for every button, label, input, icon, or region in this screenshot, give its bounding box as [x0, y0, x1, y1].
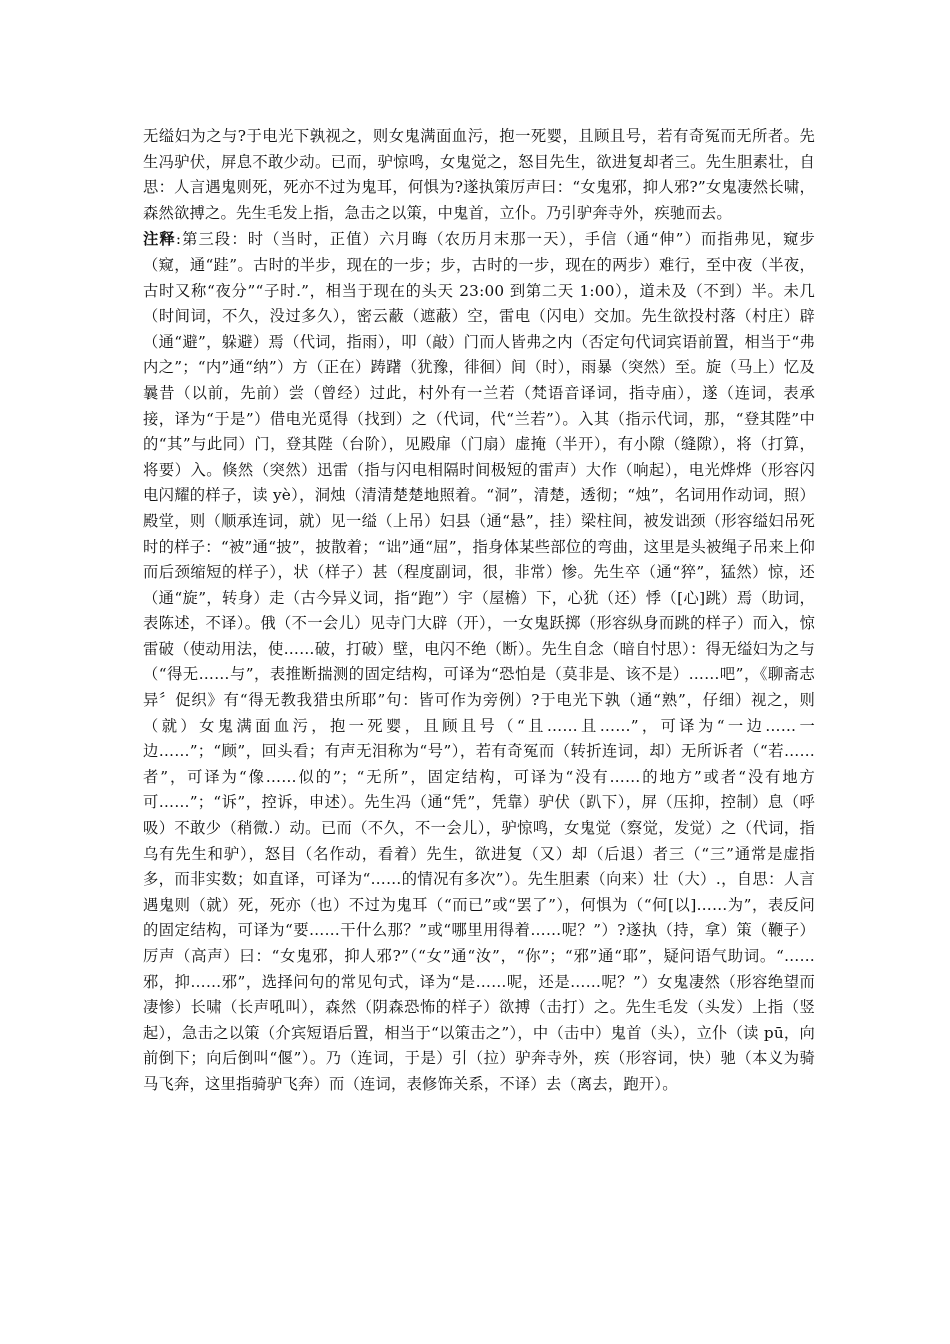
document-page	[143, 124, 815, 1098]
notes-text: :第三段：时（当时，正值）六月晦（农历月末那一天），手信（通“伸”）而指弗见，窥步（窥，通“跬”。古时的半步，现在的一步；步，古时的一步，现在的两步）难行，至中夜（半夜，古时又称“夜分”“子时.”，相当于现在的头天 23:00 到第二天 1:00），道未及（不到）半。未几（时间词，不久，没过多久），密云蔽（遮蔽）空，雷电（闪电）交加。先生欲投村落（村庄）辟（通“避”，躲避）焉（代词，指雨），叩（敲）门而人皆弗之内（否定句代词宾语前置，相当于“弗内之”；“内”通“纳”）方（正在）踌躇（犹豫，徘徊）间（时），雨暴（突然）至。旋（马上）忆及曩昔（以前，先前）尝（曾经）过此，村外有一兰若（梵语音译词，指寺庙），遂（连词，表承接，译为“于是”）借电光觅得（找到）之（代词，代“兰若”）。入其（指示代词，那，“登其陛”中的“其”与此同）门，登其陛（台阶），见殿扉（门扇）虚掩（半开），有小隙（缝隙），将（打算，将要）入。倏然（突然）迅雷（指与闪电相隔时间极短的雷声）大作（响起），电光烨烨（形容闪电闪耀的样子，读 yè），洞烛（清清楚楚地照着。“洞”，清楚，透彻；“烛”，名词用作动词，照）殿堂，则（顺承连词，就）见一缢（上吊）妇县（通“悬”，挂）梁柱间，被发诎颈（形容缢妇吊死时的样子：“被”通“披”，披散着；“诎”通“屈”，指身体某些部位的弯曲，这里是头被绳子吊来上仰而后颈缩短的样子），状（样子）甚（程度副词，很，非常）惨。先生卒（通“猝”，猛然）惊，还（通“旋”，转身）走（古今异义词，指“跑”）宇（屋檐）下，心犹（还）悸（[心]跳）焉（助词，表陈述，不译）。俄（不一会儿）见寺门大辟（开），一女鬼跃掷（形容纵身而跳的样子）而入，惊雷破（使动用法，使……破，打破）壁，电闪不绝（断）。先生自念（暗自忖思）：得无缢妇为之与（“得无……与”，表推断揣测的固定结构，可译为“恐怕是（莫非是、该不是）……吧”，《聊斋志异〞促织》有“得无教我猎虫所耶”句：皆可作为旁例）?于电光下孰（通“熟”，仔细）视之，则（就）女鬼满面血污，抱一死婴，且顾且号（“且……且……”，可译为“一边……一边……”；“顾”，回头看；有声无泪称为“号”），若有奇冤而（转折连词，却）无所诉者（“若……者”，可译为“像……似的”；“无所”，固定结构，可译为“没有……的地方”或者“没有地方可……”；“诉”，控诉，申述）。先生冯（通“凭”，凭靠）驴伏（趴下），屏（压抑，控制）息（呼吸）不敢少（稍微.）动。已而（不久，不一会儿），驴惊鸣，女鬼觉（察觉，发觉）之（代词，指乌有先生和驴），怒目（名作动，看着）先生，欲进复（又）却（后退）者三（“三”通常是虚指多，而非实数；如直译，可译为“……的情况有多次”）。先生胆素（向来）壮（大）.，自思：人言遇鬼则（就）死，死亦（也）不过为鬼耳（“而已”或“罢了”），何惧为（“何[以]……为”，表反问的固定结构，可译为“要……干什么那？”或“哪里用得着……呢？”）?遂执（持，拿）策（鞭子）厉声（高声）曰：“女鬼邪，抑人邪?”（“女”通“汝”，“你”；“邪”通“耶”，疑问语气助词。“……邪，抑……邪”，选择问句的常见句式，译为“是……呢，还是……呢？”）女鬼凄然（形容绝望而凄惨）长啸（长声吼叫），森然（阴森恐怖的样子）欲搏（击打）之。先生毛发（头发）上指（竖起），急击之以策（介宾短语后置，相当于“以策击之”），中（击中）鬼首（头），立仆（读 pū，向前倒下；向后倒叫“偃”）。乃（连词，于是）引（拉）驴奔寺外，疾（形容词，快）驰（本义为骑马飞奔，这里指骑驴飞奔）而（连词，表修饰关系，不译）去（离去，跑开）。	[143, 230, 816, 1093]
passage-paragraph: 无缢妇为之与?于电光下孰视之，则女鬼满面血污，抱一死婴，且顾且号，若有奇冤而无所者。先生冯驴伏，屏息不敢少动。已而，驴惊鸣，女鬼觉之，怒目先生，欲进复却者三。先生胆素壮，自思：人言遇鬼则死，死亦不过为鬼耳，何惧为?遂执策厉声曰：“女鬼邪，抑人邪?”女鬼凄然长啸，森然欲搏之。先生毛发上指，急击之以策，中鬼首，立仆。乃引驴奔寺外，疾驰而去。	[143, 127, 815, 222]
notes-label: 注释	[143, 230, 176, 249]
notes-paragraph	[143, 227, 815, 1097]
